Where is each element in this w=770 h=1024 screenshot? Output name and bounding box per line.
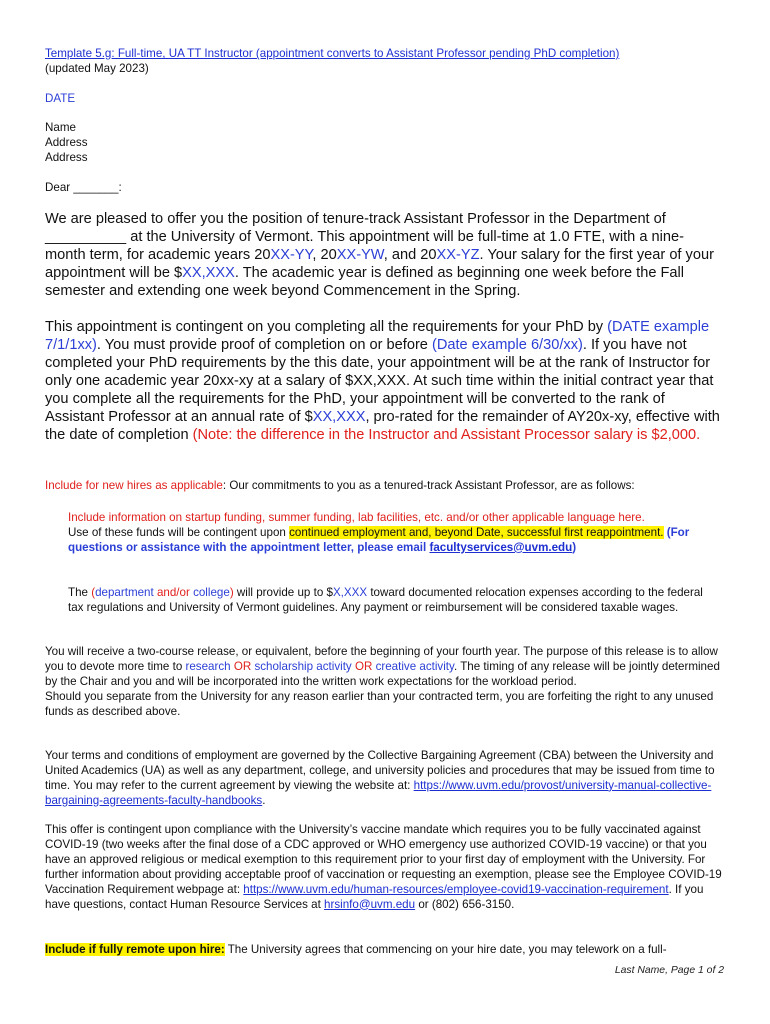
contingency-text: This appointment is contingent on you completing all the requirements for your PhD by [45,319,608,335]
salutation: Dear _______: [45,181,122,194]
covid-requirement-link[interactable]: https://www.uvm.edu/human-resources/employee-covid19-vaccination-requirement [243,882,669,896]
contingency-text: . You must provide proof of completion on or before [96,337,432,353]
release-text: You will receive a two-course release, or equivalent, before the beginning of your fourth year. The purpose of this release is to allow you to devote more time to [45,645,718,673]
research-option: research [185,659,231,673]
relocation-text: toward documented relocation expenses according to the federal tax regulations and University of Vermont guidelines. Any payment or reimbursement will be considered taxable wages. [68,586,703,614]
proof-deadline-date: (Date example 6/30/xx) [431,337,583,353]
relocation-amount: X,XXX [332,586,368,599]
salary-difference-note: (Note: the difference in the Instructor and Assistant Processor salary is $2,000. [192,427,701,443]
and-or-text: and/or [153,586,194,599]
paren-close: ) [229,586,234,599]
remote-instruction: Include if fully remote upon hire: [45,943,225,956]
scholarship-option: scholarship activity [254,659,352,673]
release-text: . The timing of any release will be jointly determined by the Chair and you and will be incorporated into the written work expectations for the workload period. [45,659,720,688]
commitments-instruction: Include for new hires as applicable [45,479,223,492]
page-footer: Last Name, Page 1 of 2 [614,965,724,976]
offer-text: , and 20 [383,247,437,263]
relocation-text: will provide up to $ [233,586,333,599]
department-option: department [95,586,154,599]
vaccine-paragraph [45,823,723,912]
separation-text: Should you separate from the University for any reason earlier than your contracted term, you are forfeiting the right to any unused funds as described above. [45,689,714,718]
template-title-link[interactable]: Template 5.g: Full-time, UA TT Instructor (appointment converts to Assistant Professor pending PhD completion) [45,47,620,60]
offer-text: We are pleased to offer you the position of tenure-track Assistant Professor in the Department of __________ at the University of Vermont. This appointment will be full-time at 1.0 FTE, with a nine-month term, for academic years 20 [45,211,684,263]
recipient-address-2: Address [45,150,88,164]
date-placeholder: DATE [45,92,76,105]
questions-note-close: ) [572,540,577,554]
remote-text: The University agrees that commencing on your hire date, you may telework on a full- [224,943,667,956]
year-yz: XX-YZ [436,247,480,263]
terms-text: Your terms and conditions of employment are governed by the Collective Bargaining Agreement (CBA) between the University and United Academics (UA) as well as any department, college, and university policies and procedures that may be issued from time to time. You may refer to the current agreement by viewing the website at: [45,749,715,792]
questions-note: (For questions or assistance with the appointment letter, please email [68,525,690,554]
offer-text: , 20 [312,247,337,263]
startup-funding-block [68,511,718,556]
phd-deadline-date: (DATE example 7/1/1xx) [45,319,710,353]
contingency-text: . If you have not completed your PhD requirements by the this date, your appointment will be at the rank of Instructor for only one academic year 20xx-xy at a salary of $XX,XXX. At such time within the initial contract year that you complete all the requirements for the PhD, your appointment will be converted to the rank of Assistant Professor at an annual rate of $ [45,337,714,425]
template-header [45,47,723,77]
course-release-paragraph [45,645,723,720]
terms-end: . [262,793,266,807]
offer-text: . Your salary for the first year of your appointment will be $ [45,247,714,281]
year-yy: XX-YY [270,247,313,263]
paren-open: ( [91,586,96,599]
year-yw: XX-YW [336,247,384,263]
offer-paragraph [45,210,723,300]
remote-paragraph [45,943,723,958]
commitments-text: : Our commitments to you as a tenured-track Assistant Professor, are as follows: [222,479,635,492]
relocation-paragraph [68,586,718,616]
startup-instruction: Include information on startup funding, summer funding, lab facilities, etc. and/or other applicable language here. [68,511,645,524]
highlighted-condition: continued employment and, beyond Date, successful first reappointment. [289,525,664,539]
or-text: OR [351,659,376,673]
hr-email-link[interactable]: hrsinfo@uvm.edu [324,897,416,911]
commitments-intro [45,479,723,494]
faculty-services-email[interactable]: facultyservices@uvm.edu [429,540,573,554]
college-option: college [193,586,230,599]
updated-date: (updated May 2023) [45,61,149,75]
or-text: OR [230,659,255,673]
vaccine-text: This offer is contingent upon compliance with the University’s vaccine mandate which requires you to be fully vaccinated against COVID-19 (two weeks after the final dose of a CDC approved or WHO emergency use authorized COVID-19 vaccine) or that you have an approved religious or medical exemption to this requirement prior to your first day of employment with the University. For further information about providing acceptable proof of vaccination or requesting an exemption, please see the Employee COVID-19 Vaccination Requirement webpage at: [45,823,722,896]
contingency-text: , pro-rated for the remainder of AY20x-xy, effective with the date of completion [45,409,720,443]
recipient-name: Name [45,121,76,134]
contingency-paragraph [45,318,723,444]
relocation-text: The [68,586,92,599]
assistant-salary-placeholder: XX,XXX [312,409,366,425]
offer-text: . The academic year is defined as beginning one week before the Fall semester and extending one week beyond Commencement in the Spring. [45,265,685,299]
address-block [45,121,723,166]
creative-option: creative activity [375,659,454,673]
salary-placeholder: XX,XXX [182,265,235,281]
vaccine-text: . If you have questions, contact Human Resource Services at [45,882,704,911]
cba-link[interactable]: https://www.uvm.edu/provost/university-manual-collective-bargaining-agreements-faculty-handbooks [45,778,712,807]
terms-paragraph [45,749,723,809]
vaccine-text: or (802) 656-3150. [415,897,515,911]
recipient-address-1: Address [45,135,88,149]
startup-text: Use of these funds will be contingent upon [68,525,290,539]
